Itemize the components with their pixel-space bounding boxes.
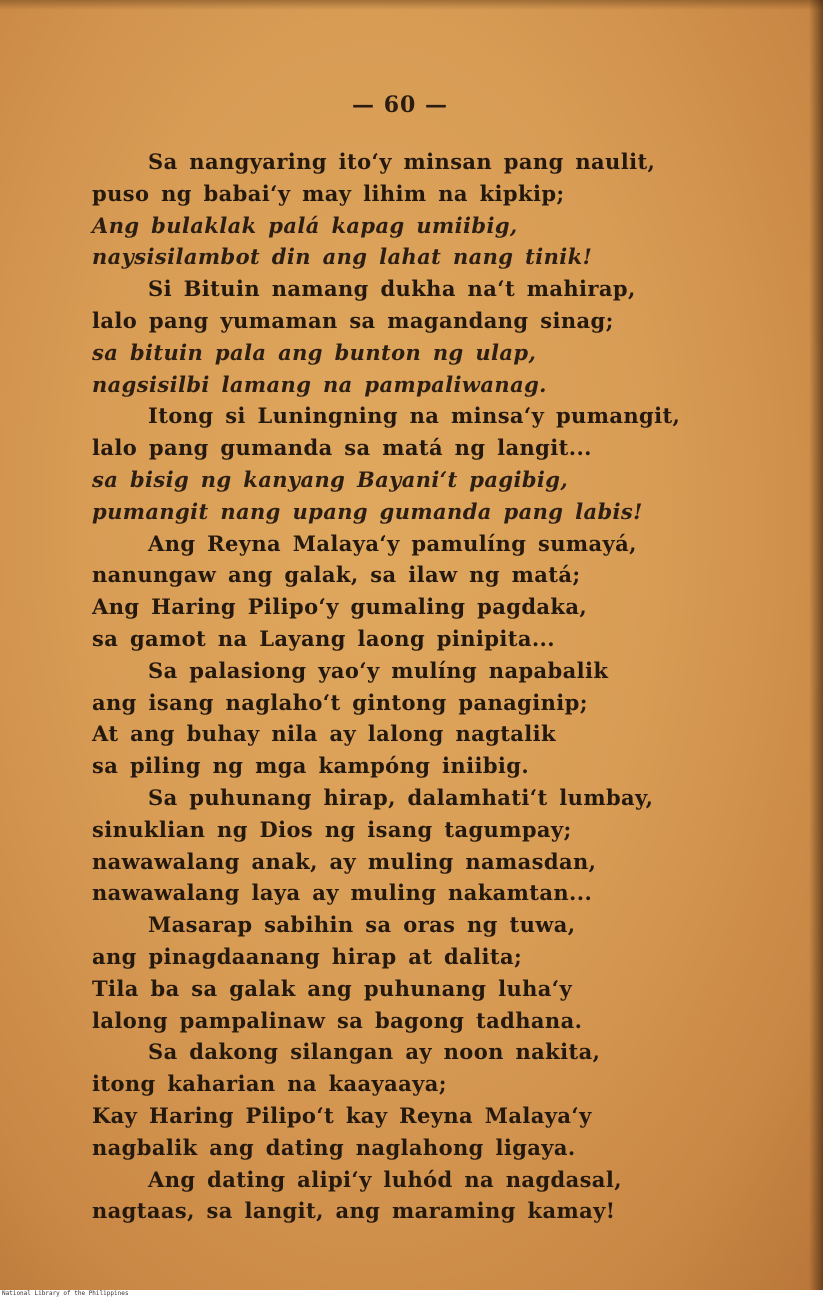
poem-line: Sa puhunang hirap, dalamhati‘t lumbay, [148, 784, 654, 810]
poem-line: lalo pang yumaman sa magandang sinag; [92, 307, 614, 333]
poem-line: Ang Haring Pilipo‘y gumaling pagdaka, [92, 594, 588, 620]
poem-line: sinuklian ng Dios ng isang tagumpay; [92, 816, 572, 842]
poem-line: sa bisig ng kanyang Bayani‘t pagibig, [92, 466, 569, 492]
poem-line: pumangit nang upang gumanda pang labis! [92, 498, 643, 524]
poem-line: lalo pang gumanda sa matá ng langit... [92, 435, 592, 461]
poem-line: Sa nangyaring ito‘y minsan pang naulit, [148, 149, 656, 174]
poem-line: sa gamot na Layang laong pinipita... [92, 625, 555, 651]
poem-line: nagbalik ang dating naglahong ligaya. [92, 1134, 576, 1160]
page-number: — 60 — [352, 92, 448, 118]
poem-line: Kay Haring Pilipo‘t kay Reyna Malaya‘y [92, 1102, 592, 1128]
poem-line: puso ng babai‘y may lihim na kipkip; [92, 180, 565, 206]
poem-line: Ang bulaklak palá kapag umiibig, [92, 212, 518, 238]
poem-text [92, 146, 732, 1227]
poem-line: sa piling ng mga kampóng iniibig. [92, 753, 530, 779]
poem-line: lalong pampalinaw sa bagong tadhana. [92, 1007, 583, 1033]
poem-line: Itong si Luningning na minsa‘y pumangit, [148, 403, 681, 429]
poem-line: ang isang naglaho‘t gintong panaginip; [92, 689, 588, 715]
poem-line: Sa palasiong yao‘y mulíng napabalik [148, 657, 609, 683]
poem-line: nawawalang laya ay muling nakamtan... [92, 880, 593, 906]
page-top-shadow [0, 0, 823, 10]
poem-line: Sa dakong silangan ay noon nakita, [148, 1039, 601, 1065]
poem-line: naysisilambot din ang lahat nang tinik! [92, 244, 593, 270]
poem-line: Ang Reyna Malaya‘y pamulíng sumayá, [148, 530, 637, 556]
poem-line: Ang dating alipi‘y luhód na nagdasal, [148, 1166, 622, 1192]
library-credit: National Library of the Philippines [2, 1290, 129, 1297]
poem-line: Masarap sabihin sa oras ng tuwa, [148, 912, 576, 938]
poem-line: nagsisilbi lamang na pampaliwanag. [92, 371, 547, 397]
poem-line: At ang buhay nila ay lalong nagtalik [92, 721, 557, 747]
poem-line: nagtaas, sa langit, ang maraming kamay! [92, 1198, 616, 1224]
poem-line: Tila ba sa galak ang puhunang luha‘y [92, 975, 573, 1001]
poem-line: nawawalang anak, ay muling namasdan, [92, 848, 597, 874]
poem-line: nanungaw ang galak, sa ilaw ng matá; [92, 562, 581, 588]
poem-line: Si Bituin namang dukha na‘t mahirap, [148, 276, 636, 302]
poem-line: itong kaharian na kaayaaya; [92, 1071, 447, 1097]
page-edge-shadow [809, 0, 823, 1290]
poem-line: ang pinagdaanang hirap at dalita; [92, 943, 523, 969]
poem-line: sa bituin pala ang bunton ng ulap, [92, 339, 537, 365]
